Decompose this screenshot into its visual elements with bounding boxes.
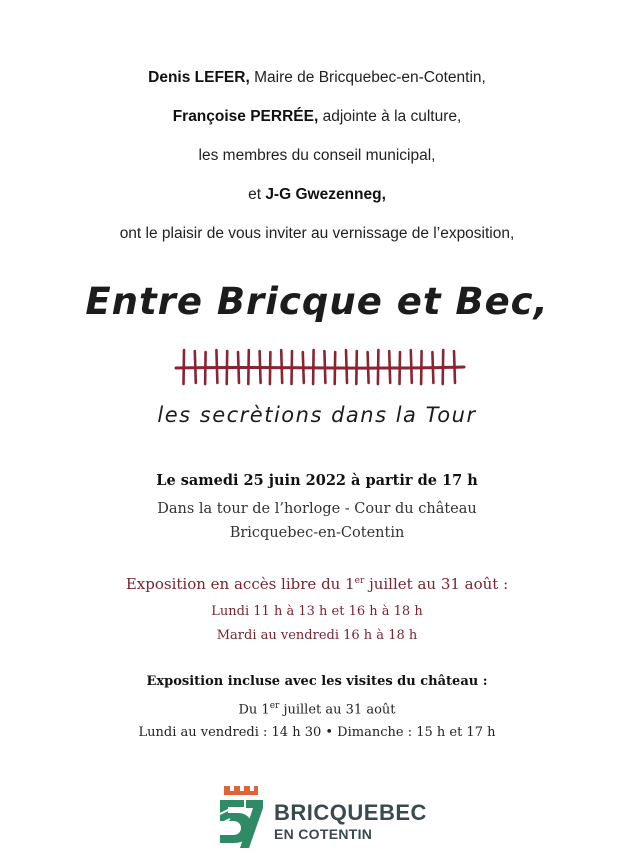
invitation-line-mayor <box>0 69 634 87</box>
invitation-line-deputy <box>0 108 634 126</box>
invitation-line-artist <box>0 186 634 204</box>
logo-name-line1: BRICQUEBEC <box>274 800 427 825</box>
castle-dates-post: juillet au 31 août <box>279 702 396 718</box>
castle-dates-sup: er <box>269 701 280 711</box>
event-place-line2: Bricquebec-en-Cotentin <box>229 525 405 541</box>
castle-dates-pre: Du 1 <box>238 702 270 718</box>
free-access-hours-weekdays: Mardi au vendredi 16 h à 18 h <box>216 628 418 643</box>
free-access-heading-pre: Exposition en accès libre du 1 <box>125 575 355 593</box>
event-place-line1: Dans la tour de l’horloge - Cour du château <box>157 501 477 517</box>
exhibition-subtitle: les secrètions dans la Tour <box>157 403 477 427</box>
invitation-line-invite: ont le plaisir de vous inviter au vernissage de l’exposition, <box>119 225 515 242</box>
castle-heading: Exposition incluse avec les visites du château : <box>146 674 488 689</box>
free-access-heading-post: juillet au 31 août : <box>364 575 509 593</box>
mayor-name: Denis LEFER, <box>148 69 250 86</box>
castle-dates <box>0 701 634 717</box>
artist-name: J-G Gwezenneg, <box>265 186 386 203</box>
bricquebec-logo <box>216 784 426 856</box>
exhibition-title: Entre Bricque et Bec, <box>85 280 549 323</box>
tally-marks-icon <box>170 346 470 388</box>
logo-name-line2: EN COTENTIN <box>274 826 373 842</box>
free-access-heading-sup: er <box>354 576 365 586</box>
mayor-title: Maire de Bricquebec-en-Cotentin, <box>249 69 486 86</box>
deputy-name: Françoise PERRÉE, <box>172 108 319 125</box>
event-date: Le samedi 25 juin 2022 à partir de 17 h <box>156 472 478 489</box>
artist-prefix: et <box>248 186 266 203</box>
bricquebec-tower-logo-icon <box>216 784 266 854</box>
invitation-line-council: les membres du conseil municipal, <box>198 147 436 164</box>
castle-hours: Lundi au vendredi : 14 h 30 • Dimanche : 15 h et 17 h <box>138 725 496 740</box>
free-access-hours-monday: Lundi 11 h à 13 h et 16 h à 18 h <box>211 604 423 619</box>
deputy-title: adjointe à la culture, <box>318 108 462 125</box>
free-access-heading <box>0 575 634 593</box>
